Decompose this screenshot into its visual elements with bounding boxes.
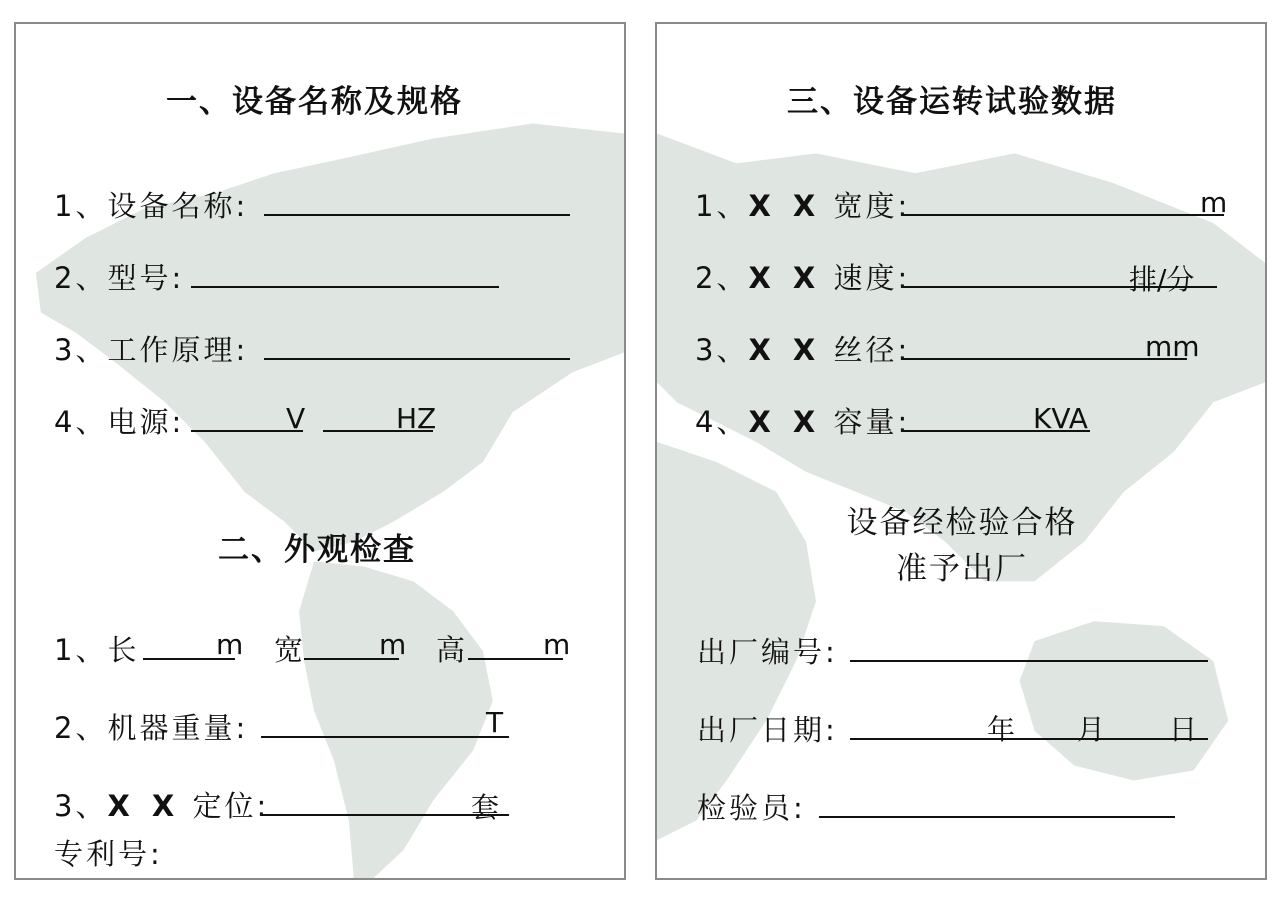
- test-row-4: [695, 400, 910, 441]
- positioning-num: 3、: [54, 789, 108, 823]
- world-map-background: [16, 24, 624, 878]
- test-row-3-xx: X X: [748, 333, 822, 367]
- inspector-label: 检验员:: [697, 791, 806, 825]
- right-form-panel: [655, 22, 1267, 880]
- width-label: 宽: [274, 633, 307, 667]
- voltage-unit: V: [286, 402, 306, 435]
- positioning-label: 定位:: [192, 789, 270, 823]
- date-year-unit: 年: [987, 713, 1016, 746]
- height-unit: m: [543, 628, 571, 661]
- left-form-panel: [14, 22, 626, 880]
- factory-date-label: 出厂日期:: [697, 713, 838, 747]
- test-row-2: [695, 256, 910, 297]
- test-row-3-label: 丝径:: [833, 333, 911, 367]
- test-width-unit: m: [1200, 186, 1228, 219]
- principle-label: 3、工作原理:: [54, 333, 249, 367]
- test-row-1-xx: X X: [748, 189, 822, 223]
- positioning-unit: 套: [471, 791, 500, 824]
- test-row-1-num: 1、: [695, 189, 749, 223]
- inspector-field[interactable]: [819, 816, 1175, 818]
- positioning-xx: X X: [107, 789, 181, 823]
- model-field[interactable]: [191, 286, 499, 288]
- width-unit: m: [379, 628, 407, 661]
- power-label: 4、电源:: [54, 405, 185, 439]
- test-speed-unit: 排/分: [1129, 263, 1195, 296]
- test-row-4-label: 容量:: [833, 405, 911, 439]
- device-name-label: 1、设备名称:: [54, 189, 249, 223]
- positioning-row: [54, 784, 269, 825]
- test-row-3-num: 3、: [695, 333, 749, 367]
- approval-stamp-text: [757, 500, 1167, 592]
- approval-line-1: 设备经检验合格: [846, 505, 1078, 541]
- test-row-2-num: 2、: [695, 261, 749, 295]
- test-width-field[interactable]: [902, 214, 1224, 216]
- test-row-4-xx: X X: [748, 405, 822, 439]
- test-row-3: [695, 328, 910, 369]
- weight-unit: T: [486, 706, 504, 739]
- length-unit: m: [216, 628, 244, 661]
- patent-label: 专利号:: [54, 837, 163, 871]
- device-name-field[interactable]: [264, 214, 570, 216]
- date-month-unit: 月: [1077, 713, 1106, 746]
- factory-no-label: 出厂编号:: [697, 635, 838, 669]
- frequency-unit: HZ: [396, 402, 437, 435]
- section3-title: 三、设备运转试验数据: [787, 84, 1117, 120]
- section2-title: 二、外观检查: [218, 532, 416, 568]
- principle-field[interactable]: [264, 358, 570, 360]
- approval-line-2: 准予出厂: [896, 551, 1028, 587]
- test-row-2-label: 速度:: [833, 261, 911, 295]
- factory-no-field[interactable]: [850, 660, 1208, 662]
- test-row-4-num: 4、: [695, 405, 749, 439]
- test-row-1: [695, 184, 910, 225]
- world-map-background: [657, 24, 1265, 878]
- weight-label: 2、机器重量:: [54, 711, 249, 745]
- test-row-1-label: 宽度:: [833, 189, 911, 223]
- test-wire-unit: mm: [1145, 330, 1200, 363]
- test-row-2-xx: X X: [748, 261, 822, 295]
- model-label: 2、型号:: [54, 261, 185, 295]
- test-capacity-unit: KVA: [1033, 402, 1088, 435]
- height-label: 高: [436, 633, 469, 667]
- factory-date-field[interactable]: [850, 738, 1208, 740]
- weight-field[interactable]: [261, 736, 509, 738]
- length-label: 1、长: [54, 633, 140, 667]
- section1-title: 一、设备名称及规格: [166, 84, 463, 120]
- date-day-unit: 日: [1169, 713, 1198, 746]
